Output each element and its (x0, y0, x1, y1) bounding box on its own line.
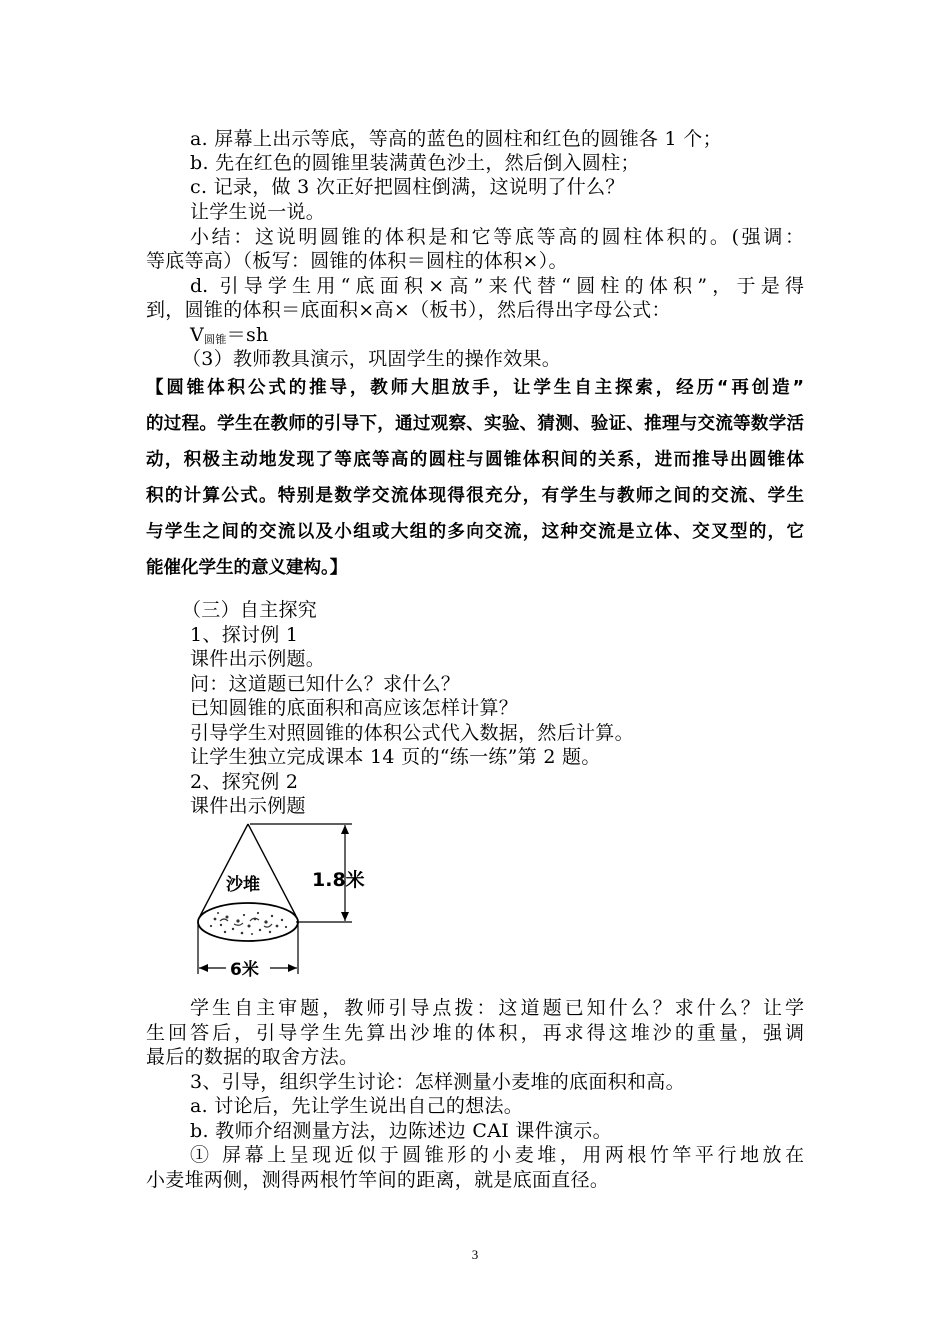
width-arrow-right (288, 964, 297, 972)
cone-base-ellipse (198, 903, 298, 941)
comment-line-5: 与学生之间的交流以及小组或大组的多向交流，这种交流是立体、交叉型的，它 (146, 522, 804, 542)
height-arrow-down (341, 912, 349, 921)
comment-line-2: 的过程。学生在教师的引导下，通过观察、实验、猜测、验证、推理与交流等数学活 (146, 414, 804, 434)
students-say-line: 让学生说一说。 (190, 201, 326, 223)
width-label: 6米 (230, 960, 259, 980)
comment-line-1: 【圆锥体积公式的推导，教师大胆放手，让学生自主探索，经历“再创造” (146, 378, 804, 398)
demo-line: （3）教师教具演示，巩固学生的操作效果。 (182, 348, 562, 370)
example2-heading: 2、探究例 2 (190, 771, 299, 793)
example2-show: 课件出示例题 (190, 795, 306, 817)
comment-line-3: 动，积极主动地发现了等底等高的圆柱与圆锥体积间的关系，进而推导出圆锥体 (146, 450, 804, 470)
summary-line-1: 小结：这说明圆锥的体积是和它等底等高的圆柱体积的。(强调： (190, 226, 804, 248)
discussion-step-a: a. 讨论后，先让学生说出自己的想法。 (190, 1095, 524, 1117)
discussion-step-b: b. 教师介绍测量方法，边陈述边 CAI 课件演示。 (190, 1120, 612, 1142)
step-c-line: c. 记录，做 3 次正好把圆柱倒满，这说明了什么？ (190, 176, 625, 198)
measure-line-1: ① 屏幕上呈现近似于圆锥形的小麦堆，用两根竹竿平行地放在 (190, 1144, 804, 1166)
step-d-line-1: d. 引导学生用“底面积×高”来代替“圆柱的体积”，于是得 (190, 275, 804, 297)
comment-line-4: 积的计算公式。特别是数学交流体现得很充分，有学生与教师之间的交流、学生 (146, 486, 804, 506)
step-d-line-2: 到，圆锥的体积＝底面积×高×（板书），然后得出字母公式： (146, 299, 671, 321)
analysis-line-1: 学生自主审题，教师引导点拨：这道题已知什么？求什么？让学 (190, 997, 804, 1019)
cone-right-edge (248, 824, 296, 916)
step-b-line: b. 先在红色的圆锥里装满黄色沙土，然后倒入圆柱； (190, 152, 640, 174)
example1-exercise: 让学生独立完成课本 14 页的“练一练”第 2 题。 (190, 746, 601, 768)
example1-guide: 引导学生对照圆锥的体积公式代入数据，然后计算。 (190, 722, 634, 744)
analysis-line-2: 生回答后，引导学生先算出沙堆的体积，再求得这堆沙的重量，强调 (146, 1022, 804, 1044)
formula-rest: ＝sh (226, 324, 269, 346)
example1-show: 课件出示例题。 (190, 648, 326, 670)
measure-line-2: 小麦堆两侧，测得两根竹竿间的距离，就是底面直径。 (146, 1169, 610, 1191)
summary-line-2: 等底等高）（板写：圆锥的体积＝圆柱的体积×）。 (146, 250, 568, 272)
width-arrow-left (199, 964, 208, 972)
formula-v: V (190, 324, 205, 346)
cone-left-edge (200, 824, 248, 916)
analysis-line-3: 最后的数据的取舍方法。 (146, 1046, 359, 1068)
height-arrow-up (341, 825, 349, 834)
example1-question: 问：这道题已知什么？求什么？ (190, 673, 461, 695)
example1-heading: 1、探讨例 1 (190, 624, 299, 646)
section-heading: （三）自主探究 (182, 599, 318, 621)
height-label: 1.8米 (312, 869, 365, 891)
example1-known: 已知圆锥的底面积和高应该怎样计算？ (190, 697, 519, 719)
page-number: 3 (471, 1247, 479, 1262)
discussion-heading: 3、引导，组织学生讨论：怎样测量小麦堆的底面积和高。 (190, 1071, 685, 1093)
sand-pile-cone-figure (190, 822, 390, 982)
step-a-line: a. 屏幕上出示等底，等高的蓝色的圆柱和红色的圆锥各 1 个； (190, 128, 722, 150)
formula-subscript: 圆锥 (204, 333, 227, 346)
sand-pile-label: 沙堆 (226, 875, 260, 895)
comment-line-6: 能催化学生的意义建构。】 (146, 558, 348, 578)
